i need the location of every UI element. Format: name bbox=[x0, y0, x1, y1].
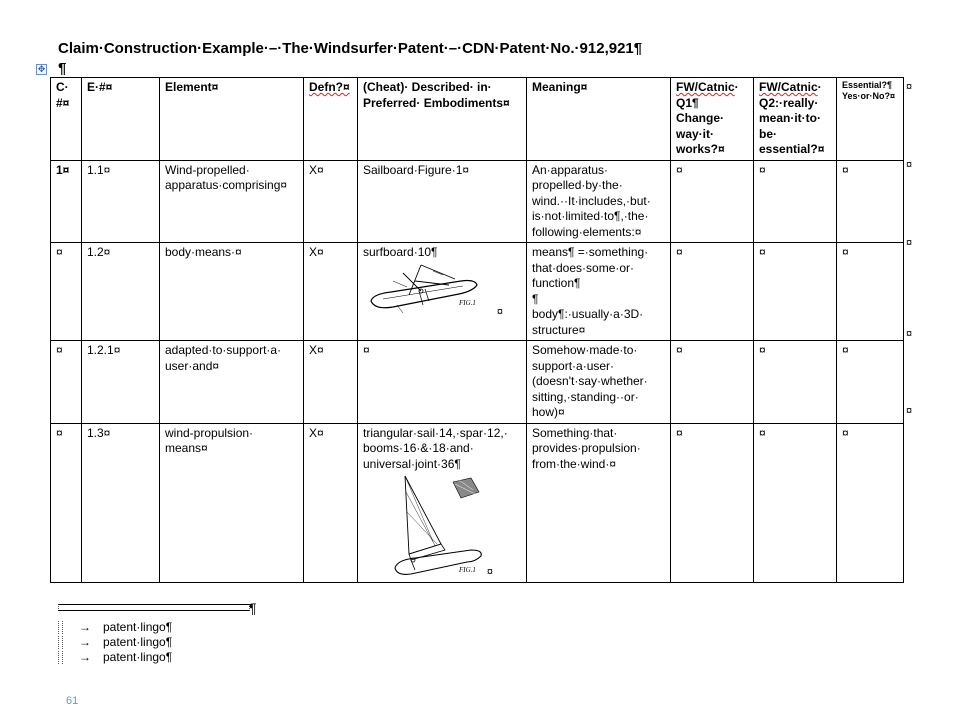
list-item[interactable] bbox=[58, 635, 172, 650]
cell-claim-number[interactable]: ¤ bbox=[51, 423, 82, 583]
row-end-mark: ¤ bbox=[906, 328, 913, 340]
meaning-line-1: means¶ =·something· that·does·some·or· function¶ bbox=[532, 245, 649, 290]
move-handle-icon[interactable]: ✥ bbox=[37, 64, 46, 74]
meaning-line-2: ¶ bbox=[532, 291, 539, 306]
meaning-line-3: body¶:·usually·a·3D· structure¤ bbox=[532, 307, 644, 337]
arrow-icon: → bbox=[79, 635, 91, 649]
header-meaning[interactable]: Meaning¤ bbox=[527, 78, 671, 161]
figure-label: FIG.1 bbox=[459, 566, 476, 574]
surfboard-sketch-icon bbox=[363, 261, 483, 319]
row-end-mark: ¤ bbox=[906, 405, 913, 417]
header-essential[interactable] bbox=[837, 78, 904, 161]
cell-end-mark: ¤ bbox=[496, 306, 503, 318]
cell-catnic-q2[interactable]: ¤ bbox=[754, 341, 837, 424]
list-marker bbox=[58, 621, 63, 634]
header-preferred-embodiments[interactable]: (Cheat)· Described· in· Preferred· Embodiments¤ bbox=[358, 78, 527, 161]
table-row bbox=[51, 341, 904, 424]
catnic-q1-term: FW/Catnic bbox=[676, 80, 735, 94]
cell-meaning[interactable]: Somehow·made·to· support·a·user· (doesn't·say·whether· sitting,·standing··or· how)¤ bbox=[527, 341, 671, 424]
cell-element[interactable]: body·means·¤ bbox=[160, 243, 304, 341]
cell-element[interactable]: Wind-propelled· apparatus·comprising¤ bbox=[160, 160, 304, 243]
cell-essential[interactable]: ¤ bbox=[837, 160, 904, 243]
arrow-icon: → bbox=[79, 650, 91, 664]
cell-preferred-embodiments[interactable] bbox=[358, 423, 527, 583]
cell-claim-number[interactable]: ¤ bbox=[51, 341, 82, 424]
essential-line-2: Yes·or·No?¤ bbox=[842, 91, 896, 101]
footer-rule bbox=[58, 604, 250, 611]
cell-catnic-q1[interactable]: ¤ bbox=[671, 160, 754, 243]
cell-essential[interactable]: ¤ bbox=[837, 341, 904, 424]
row-end-mark: ¤ bbox=[906, 237, 913, 249]
cell-meaning[interactable]: An·apparatus· propelled·by·the· wind.··It·includes,·but· is·not·limited·to¶,·the· following·elements:¤ bbox=[527, 160, 671, 243]
list-item-text: patent·lingo¶ bbox=[103, 635, 173, 649]
cell-end-mark: ¤ bbox=[486, 565, 493, 578]
sail-figure-wrap bbox=[363, 426, 521, 581]
header-catnic-q2[interactable] bbox=[754, 78, 837, 161]
cell-element[interactable]: adapted·to·support·a· user·and¤ bbox=[160, 341, 304, 424]
list-item-text: patent·lingo¶ bbox=[103, 650, 173, 664]
cell-claim-number[interactable]: 1¤ bbox=[51, 160, 82, 243]
cell-element-number[interactable]: 1.2.1¤ bbox=[82, 341, 160, 424]
table-row bbox=[51, 243, 904, 341]
cell-preferred-embodiments[interactable]: ¤ bbox=[358, 341, 527, 424]
list-item[interactable] bbox=[58, 650, 172, 665]
list-item-text: patent·lingo¶ bbox=[103, 620, 173, 634]
cell-element-number[interactable]: 1.1¤ bbox=[82, 160, 160, 243]
header-claim-number[interactable]: C· #¤ bbox=[51, 78, 82, 161]
table-row bbox=[51, 423, 904, 583]
cell-catnic-q1[interactable]: ¤ bbox=[671, 341, 754, 424]
paragraph-mark: ¶ bbox=[58, 60, 67, 77]
arrow-icon: → bbox=[79, 620, 91, 634]
figure-label: FIG.1 bbox=[459, 298, 476, 307]
list-marker bbox=[58, 651, 63, 664]
header-definition-text: Defn?¤ bbox=[309, 80, 350, 94]
sail-sketch-icon bbox=[375, 472, 485, 580]
row-end-mark: ¤ bbox=[906, 159, 913, 171]
sail-caption: triangular·sail·14,·spar·12,· booms·16·&·18·and· universal·joint·36¶ bbox=[363, 425, 508, 471]
header-definition[interactable] bbox=[304, 78, 358, 161]
essential-line-1: Essential?¶ bbox=[842, 80, 893, 90]
row-end-mark: ¤ bbox=[906, 81, 913, 93]
cell-definition[interactable]: X¤ bbox=[304, 243, 358, 341]
cell-essential[interactable]: ¤ bbox=[837, 423, 904, 583]
list-marker bbox=[58, 636, 63, 649]
header-catnic-q1[interactable] bbox=[671, 78, 754, 161]
cell-catnic-q2[interactable]: ¤ bbox=[754, 423, 837, 583]
catnic-q2-term: FW/Catnic bbox=[759, 80, 818, 94]
cell-definition[interactable]: X¤ bbox=[304, 160, 358, 243]
cell-element-number[interactable]: 1.3¤ bbox=[82, 423, 160, 583]
catnic-q2-rest: · Q2:·really· mean·it·to· be· essential?¤ bbox=[759, 80, 825, 156]
list-item[interactable] bbox=[58, 620, 172, 635]
cell-preferred-embodiments[interactable]: Sailboard·Figure·1¤ bbox=[358, 160, 527, 243]
cell-catnic-q1[interactable]: ¤ bbox=[671, 243, 754, 341]
cell-claim-number[interactable]: ¤ bbox=[51, 243, 82, 341]
cell-element-number[interactable]: 1.2¤ bbox=[82, 243, 160, 341]
document-title: Claim·Construction·Example·–·The·Windsurfer·Patent·–·CDN·Patent·No.·912,921¶ bbox=[58, 40, 643, 57]
footer-list bbox=[58, 620, 172, 665]
cell-definition[interactable]: X¤ bbox=[304, 423, 358, 583]
claim-construction-table bbox=[50, 77, 904, 583]
surfboard-caption: surfboard·10¶ bbox=[363, 245, 438, 259]
header-element[interactable]: Element¤ bbox=[160, 78, 304, 161]
catnic-q1-rest: · Q1¶ Change· way·it· works?¤ bbox=[676, 80, 739, 156]
cell-meaning[interactable] bbox=[527, 243, 671, 341]
cell-catnic-q1[interactable]: ¤ bbox=[671, 423, 754, 583]
header-row bbox=[51, 78, 904, 161]
cell-element[interactable]: wind-propulsion· means¤ bbox=[160, 423, 304, 583]
cell-catnic-q2[interactable]: ¤ bbox=[754, 243, 837, 341]
cell-catnic-q2[interactable]: ¤ bbox=[754, 160, 837, 243]
footer-paragraph-mark: ¶ bbox=[249, 600, 257, 616]
page-number: 61 bbox=[66, 695, 79, 707]
table-row bbox=[51, 160, 904, 243]
cell-meaning[interactable]: Something·that· provides·propulsion· from·the·wind·¤ bbox=[527, 423, 671, 583]
header-element-number[interactable]: E·#¤ bbox=[82, 78, 160, 161]
cell-preferred-embodiments[interactable] bbox=[358, 243, 527, 341]
cell-definition[interactable]: X¤ bbox=[304, 341, 358, 424]
cell-essential[interactable]: ¤ bbox=[837, 243, 904, 341]
surfboard-figure-wrap bbox=[363, 245, 521, 319]
